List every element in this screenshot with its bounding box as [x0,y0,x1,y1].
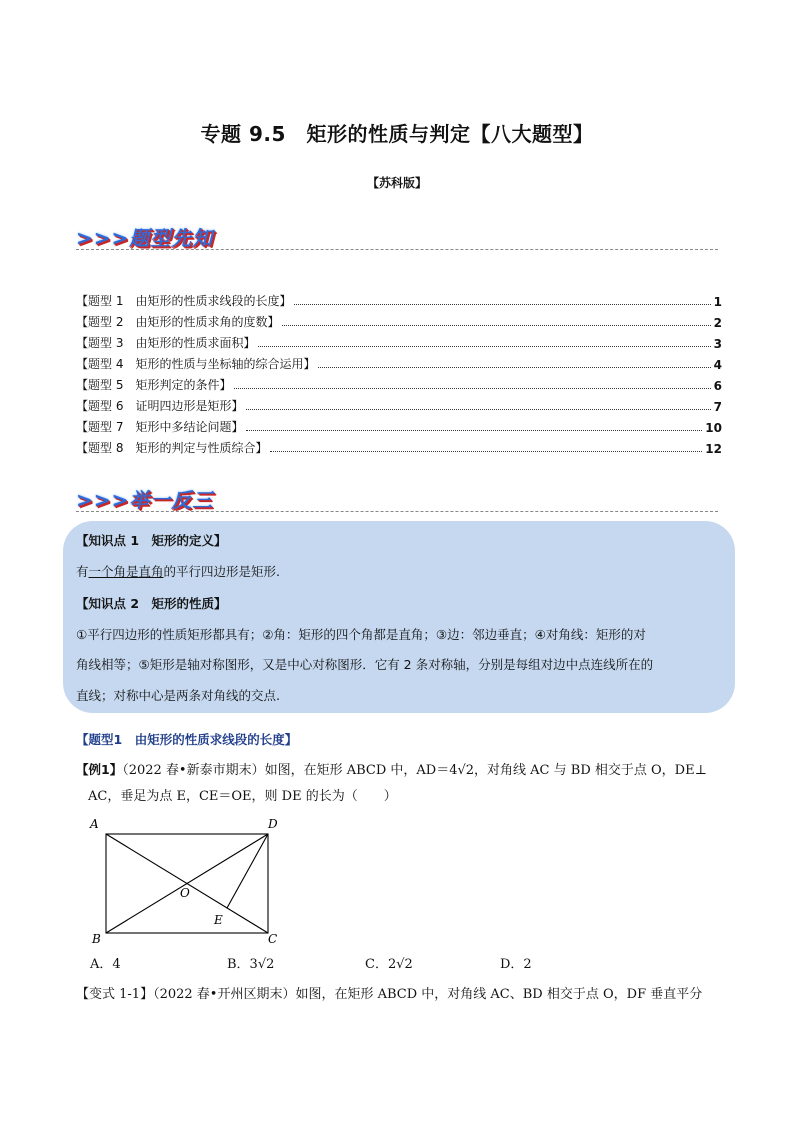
toc-dot-leader [318,367,710,368]
toc-dot-leader [294,304,710,305]
example-1-line1 [76,760,726,781]
divider [76,511,718,512]
banner-toc: >>>题型先知 [76,226,214,250]
example-tag: 【例1】 [76,762,123,777]
label-b: B [92,932,101,946]
toc-dot-leader [246,430,702,431]
toc-item-label: 【题型 1 由矩形的性质求线段的长度】 [76,294,292,308]
label-a: A [90,817,99,831]
toc-item-label: 【题型 3 由矩形的性质求面积】 [76,336,256,350]
example-1-line2: AC，垂足为点 E，CE＝OE，则 DE 的长为（ ） [88,789,397,804]
label-d: D [268,817,278,831]
knowledge-2-line2: 角线相等；⑤矩形是轴对称图形，又是中心对称图形．它有 2 条对称轴，分别是每组对边中点连线所在的 [76,657,654,672]
option-d: D．2 [500,957,532,972]
toc-item[interactable] [76,310,722,330]
toc-item-page: 4 [713,358,722,372]
option-c: C．2√2 [365,957,413,972]
toc-dot-leader [270,451,702,452]
knowledge-2-title: 【知识点 2 矩形的性质】 [76,596,227,611]
knowledge-1-text [76,563,726,581]
toc-item-page: 3 [713,337,722,351]
toc-item[interactable] [76,436,722,456]
section-heading: 【题型1 由矩形的性质求线段的长度】 [76,732,298,747]
toc-dot-leader [258,346,710,347]
toc-item-label: 【题型 4 矩形的性质与坐标轴的综合运用】 [76,357,316,371]
segment-de [227,834,268,908]
toc-item-label: 【题型 7 矩形中多结论问题】 [76,420,244,434]
toc-item[interactable] [76,394,722,414]
label-o: O [180,886,190,900]
toc-item[interactable] [76,352,722,372]
knowledge-2-line1: ①平行四边形的性质矩形都具有；②角：矩形的四个角都是直角；③边：邻边垂直；④对角线：矩形的对 [76,627,646,642]
knowledge-2-line3: 直线；对称中心是两条对角线的交点. [76,688,280,703]
toc-item-label: 【题型 8 矩形的判定与性质综合】 [76,441,268,455]
toc-item[interactable] [76,373,722,393]
toc-item[interactable] [76,289,722,309]
knowledge-1-post: 的平行四边形是矩形. [163,564,281,579]
rectangle-figure [86,816,286,946]
toc-item-page: 7 [713,400,722,414]
variant-1-1-line1 [76,985,726,1005]
toc-item-page: 2 [713,316,722,330]
toc-item-page: 6 [713,379,722,393]
toc-item[interactable] [76,415,722,435]
toc-item-label: 【题型 5 矩形判定的条件】 [76,378,232,392]
toc-dot-leader [246,409,710,410]
toc-item-page: 12 [705,442,722,456]
divider [76,249,718,250]
example-text: （2022 春•新泰市期末）如图，在矩形 ABCD 中，AD＝4√2，对角线 AC 与 BD 相交于点 O，DE⊥ [122,763,707,778]
toc-item[interactable] [76,331,722,351]
toc-dot-leader [234,388,710,389]
knowledge-1-pre: 有 [76,564,89,579]
page-title: 专题 9.5 矩形的性质与判定【八大题型】 [200,122,594,146]
variant-text: （2022 春•开州区期末）如图，在矩形 ABCD 中，对角线 AC、BD 相交于点 O，DF 垂直平分 [153,987,703,1002]
page-subtitle: 【苏科版】 [366,176,427,190]
option-b: B．3√2 [227,957,275,972]
variant-tag: 【变式 1-1】 [76,987,154,1002]
option-a: A．4 [90,957,121,972]
banner-practice: >>>举一反三 [76,488,214,512]
knowledge-1-title: 【知识点 1 矩形的定义】 [76,533,227,548]
toc-item-page: 1 [713,295,722,309]
toc-dot-leader [282,325,710,326]
knowledge-1-underline: 一个角是直角 [88,564,164,579]
label-e: E [214,913,223,927]
toc-item-label: 【题型 6 证明四边形是矩形】 [76,399,244,413]
toc-item-label: 【题型 2 由矩形的性质求角的度数】 [76,315,280,329]
toc-item-page: 10 [705,421,722,435]
label-c: C [268,932,278,946]
